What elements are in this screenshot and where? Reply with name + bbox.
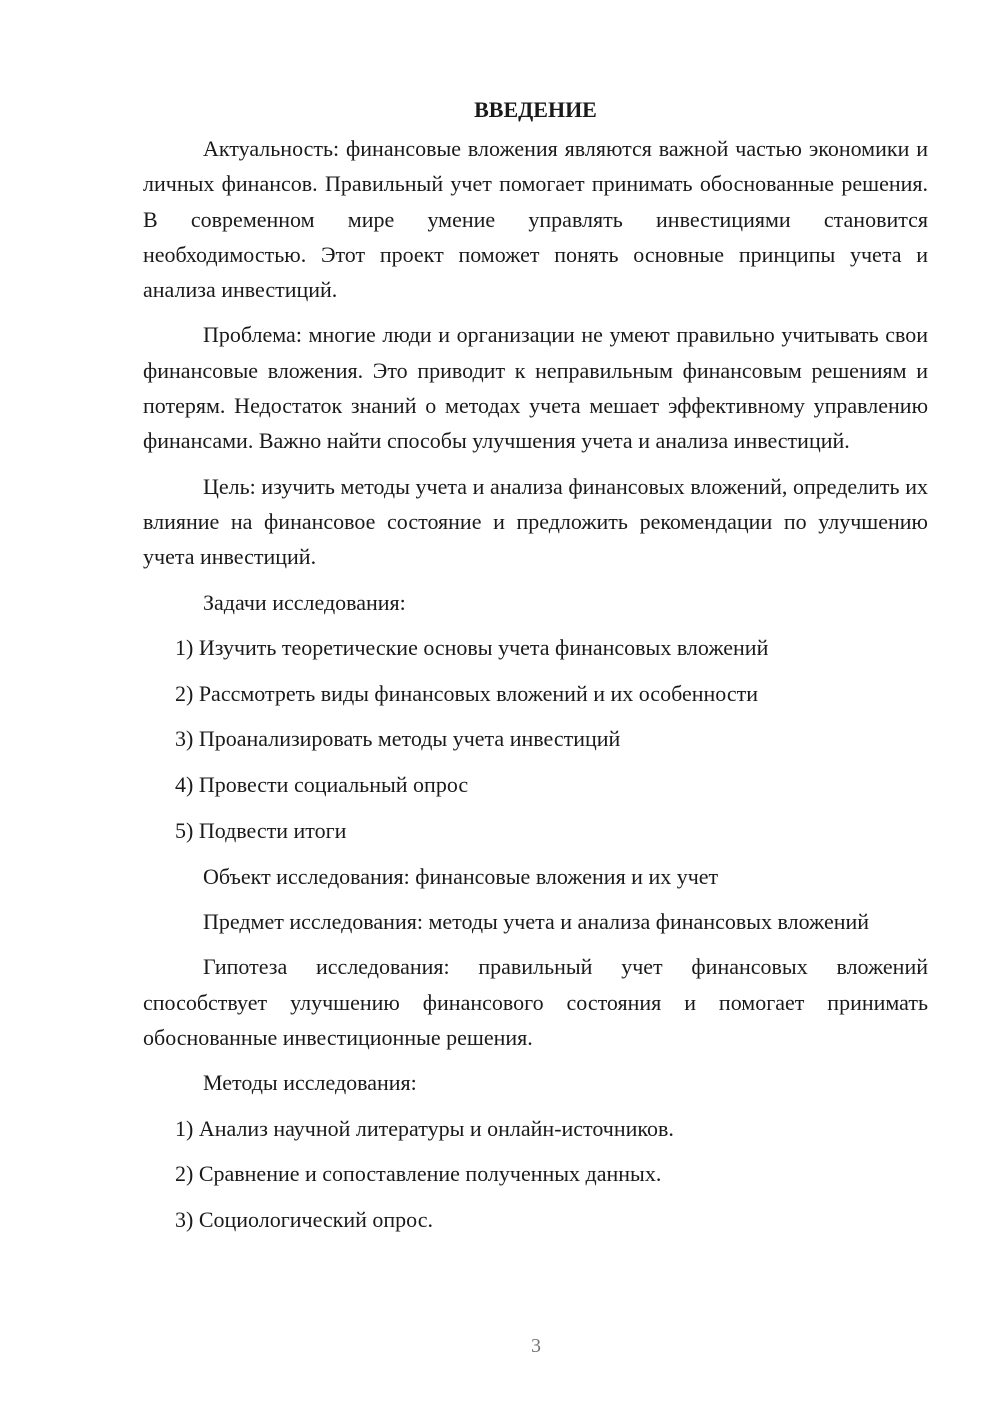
page-number: 3 bbox=[531, 1335, 541, 1357]
relevance-paragraph: Актуальность: финансовые вложения являются важной частью экономики и личных финансов. Правильный учет помогает принимать обоснованные решения. В современном мире умение управлять инвестициями становится необходимостью. Этот проект поможет понять основные принципы учета и анализа инвестиций. bbox=[143, 136, 928, 303]
methods-heading: Методы исследования: bbox=[203, 1070, 417, 1096]
task-item: 4) Провести социальный опрос bbox=[175, 772, 469, 798]
hypothesis-paragraph: Гипотеза исследования: правильный учет финансовых вложений способствует улучшению финансового состояния и помогает принимать обоснованные инвестиционные решения. bbox=[143, 954, 928, 1051]
task-item: 5) Подвести итоги bbox=[175, 818, 347, 844]
methods-list bbox=[143, 1111, 928, 1238]
task-item: 1) Изучить теоретические основы учета финансовых вложений bbox=[175, 634, 769, 660]
method-item: 1) Анализ научной литературы и онлайн-источников. bbox=[175, 1115, 674, 1141]
tasks-list bbox=[143, 630, 928, 848]
subject-paragraph: Предмет исследования: методы учета и анализа финансовых вложений bbox=[203, 909, 870, 935]
task-item: 3) Проанализировать методы учета инвестиций bbox=[175, 726, 621, 752]
problem-paragraph: Проблема: многие люди и организации не умеют правильно учитывать свои финансовые вложения. Это приводит к неправильным финансовым решениям и потерям. Недостаток знаний о методах учета мешает эффективному управлению финансами. Важно найти способы улучшения учета и анализа инвестиций. bbox=[143, 322, 928, 454]
page-title: ВВЕДЕНИЕ bbox=[474, 97, 597, 122]
method-item: 2) Сравнение и сопоставление полученных данных. bbox=[175, 1161, 662, 1187]
task-item: 2) Рассмотреть виды финансовых вложений и их особенности bbox=[175, 680, 758, 706]
document-page bbox=[143, 92, 928, 1248]
object-paragraph: Объект исследования: финансовые вложения и их учет bbox=[203, 863, 719, 889]
goal-paragraph: Цель: изучить методы учета и анализа финансовых вложений, определить их влияние на финансовое состояние и предложить рекомендации по улучшению учета инвестиций. bbox=[143, 473, 928, 570]
method-item: 3) Социологический опрос. bbox=[175, 1207, 433, 1233]
tasks-heading: Задачи исследования: bbox=[203, 589, 406, 615]
